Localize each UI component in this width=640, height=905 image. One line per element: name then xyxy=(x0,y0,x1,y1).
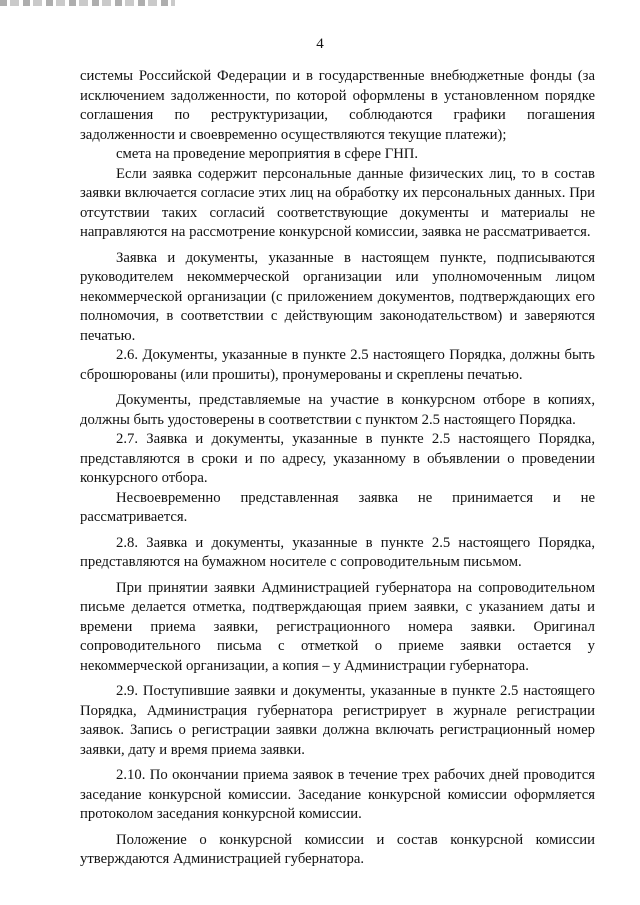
paragraph: Несвоевременно представленная заявка не принимается и не рассматривается. xyxy=(80,489,595,525)
paragraph: 2.8. Заявка и документы, указанные в пункте 2.5 настоящего Порядка, представляются на бумажном носителе с сопроводительным письмом. xyxy=(80,534,595,570)
paragraph: системы Российской Федерации и в государственные внебюджетные фонды (за исключением задолженности, по которой оформлены в установленном порядке соглашения по реструктуризации, соблюдаются графики погашения задолженности и своевременно осуществляются текущие платежи); xyxy=(80,68,595,143)
document-body xyxy=(80,67,595,870)
paragraph: 2.9. Поступившие заявки и документы, указанные в пункте 2.5 настоящего Порядка, Администрация губернатора регистрирует в журнале регистрации заявок. Запись о регистрации заявки должна включать регистрационный номер заявки, дату и время приема заявки. xyxy=(80,683,595,758)
paragraph: Заявка и документы, указанные в настоящем пункте, подписываются руководителем некоммерческой организации или уполномоченным лицом некоммерческой организации (с приложением документов, подтверждающих его полномочия, в соответствии с действующим законодательством) и заверяются печатью. xyxy=(80,249,595,344)
paragraph: 2.10. По окончании приема заявок в течение трех рабочих дней проводится заседание конкурсной комиссии. Заседание конкурсной комиссии оформляется протоколом заседания конкурсной комиссии. xyxy=(80,767,595,822)
paragraph: 2.6. Документы, указанные в пункте 2.5 настоящего Порядка, должны быть сброшюрованы (или прошиты), пронумерованы и скреплены печатью. xyxy=(80,347,595,383)
page-number: 4 xyxy=(316,36,324,52)
scan-artifact xyxy=(0,0,175,6)
paragraph: Положение о конкурсной комиссии и состав конкурсной комиссии утверждаются Администрацией губернатора. xyxy=(80,831,595,867)
paragraph: Документы, представляемые на участие в конкурсном отборе в копиях, должны быть удостоверены в соответствии с пунктом 2.5 настоящего Порядка. xyxy=(80,392,595,428)
paragraph: При принятии заявки Администрацией губернатора на сопроводительном письме делается отметка, подтверждающая прием заявки, с указанием даты и времени приема заявки, регистрационного номера заявки. Оригинал сопроводительного письма с отметкой о приеме заявки остается у некоммерческой организации, а копия – у Администрации губернатора. xyxy=(80,579,595,674)
paragraph: смета на проведение мероприятия в сфере ГНП. xyxy=(116,146,419,162)
paragraph: 2.7. Заявка и документы, указанные в пункте 2.5 настоящего Порядка, представляются в сроки и по адресу, указанному в объявлении о проведении конкурсного отбора. xyxy=(80,431,595,486)
paragraph: Если заявка содержит персональные данные физических лиц, то в состав заявки включается согласие этих лиц на обработку их персональных данных. При отсутствии таких согласий соответствующие документы и материалы не направляются на рассмотрение конкурсной комиссии, заявка не рассматривается. xyxy=(80,165,595,240)
